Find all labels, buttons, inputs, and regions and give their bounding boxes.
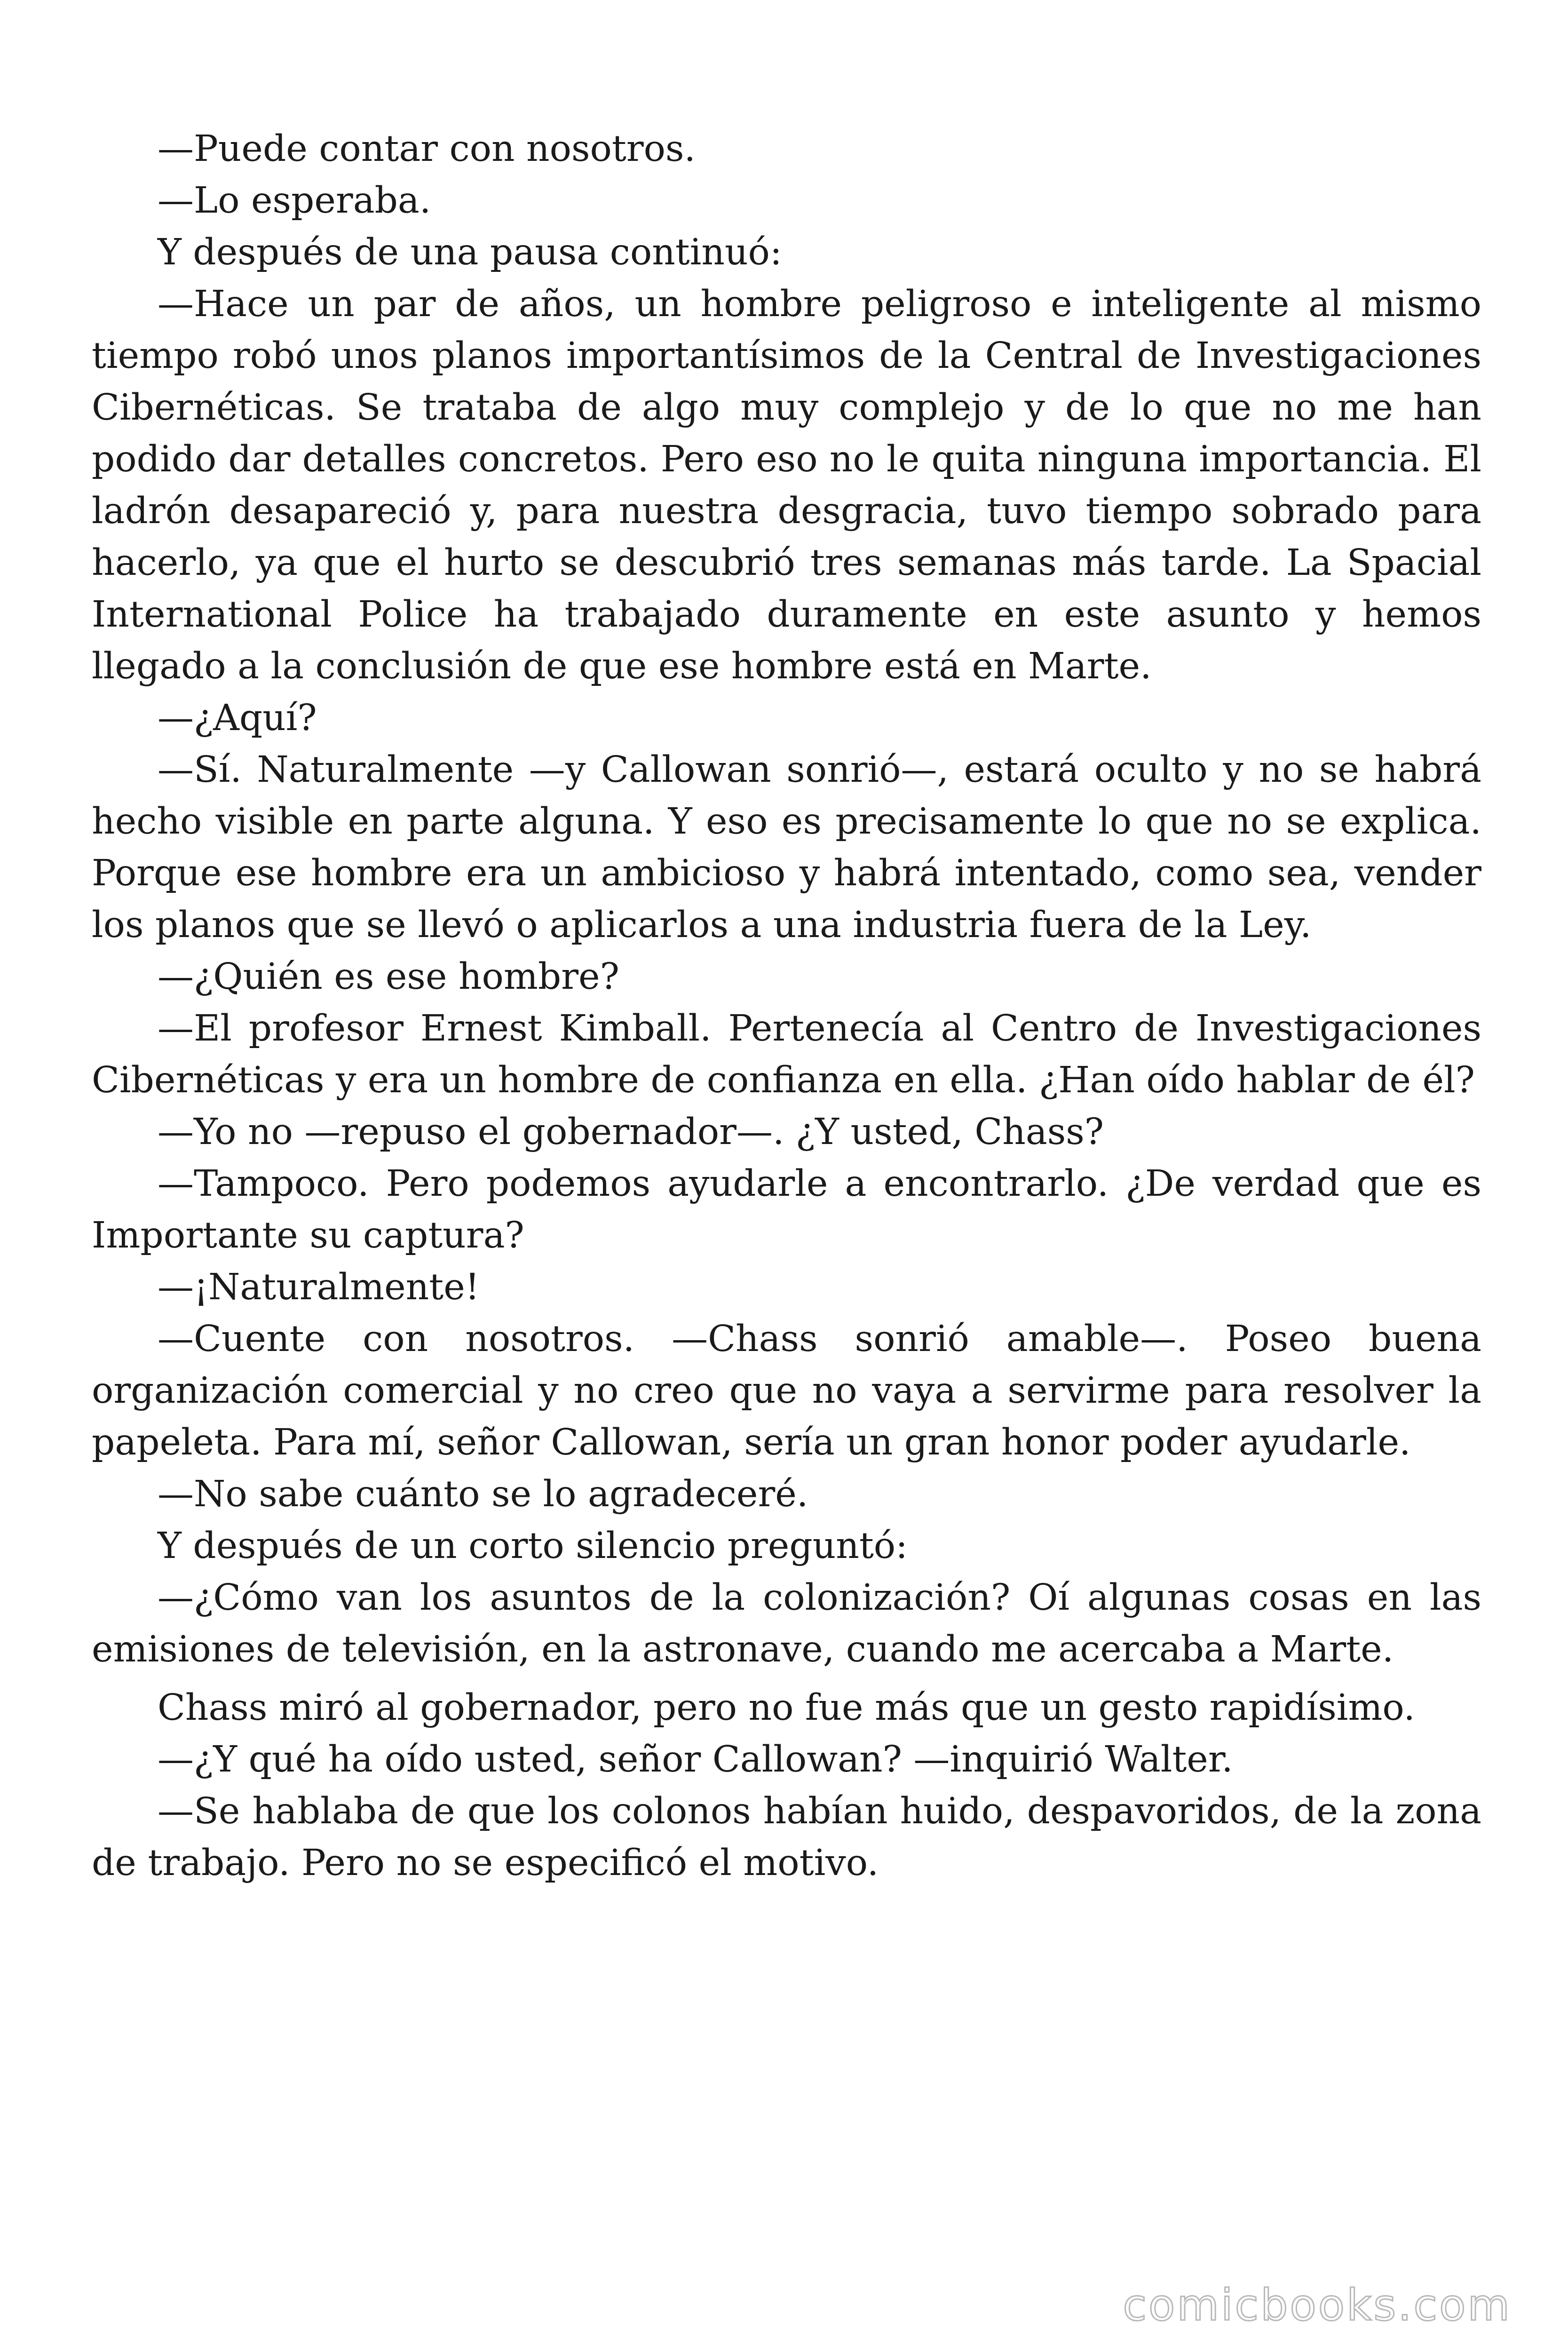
paragraph-5: —¿Aquí? <box>158 697 317 739</box>
paragraph-18: —Se hablaba de que los colonos habían huido, despavoridos, de la zona de trabajo. Pero no se especificó el motivo. <box>92 1790 1481 1884</box>
paragraph-7: —¿Quién es ese hombre? <box>158 956 619 998</box>
paragraph-9: —Yo no —repuso el gobernador—. ¿Y usted, Chass? <box>158 1111 1104 1153</box>
paragraph-14: Y después de un corto silencio preguntó: <box>158 1525 908 1567</box>
paragraph-6: —Sí. Naturalmente —y Callowan sonrió—, estará oculto y no se habrá hecho visible en parte alguna. Y eso es precisamente lo que no se explica. Porque ese hombre era un ambicioso y habrá intentado, como sea, vender los planos que se llevó o aplicarlos a una industria fuera de la Ley. <box>92 749 1481 946</box>
paragraph-10: —Tampoco. Pero podemos ayudarle a encontrarlo. ¿De verdad que es Importante su captura? <box>92 1163 1481 1256</box>
watermark: comicbooks.com <box>1123 2280 1512 2330</box>
paragraph-16: Chass miró al gobernador, pero no fue más que un gesto rapidísimo. <box>158 1687 1415 1729</box>
paragraph-15: —¿Cómo van los asuntos de la colonización? Oí algunas cosas en las emisiones de televisión, en la astronave, cuando me acercaba a Marte. <box>92 1577 1481 1670</box>
paragraph-1: —Puede contar con nosotros. <box>158 128 696 170</box>
paragraph-4: —Hace un par de años, un hombre peligroso e inteligente al mismo tiempo robó unos planos importantísimos de la Central de Investigaciones Cibernéticas. Se trataba de algo muy complejo y de lo que no me han podido dar detalles concretos. Pero eso no le quita ninguna importancia. El ladrón desapareció y, para nuestra desgracia, tuvo tiempo sobrado para hacerlo, ya que el hurto se descubrió tres semanas más tarde. La Spacial International Police ha trabajado duramente en este asunto y hemos llegado a la conclusión de que ese hombre está en Marte. <box>92 283 1481 687</box>
paragraph-11: —¡Naturalmente! <box>158 1266 480 1308</box>
paragraph-13: —No sabe cuánto se lo agradeceré. <box>158 1473 808 1515</box>
paragraph-8: —El profesor Ernest Kimball. Pertenecía al Centro de Investigaciones Cibernéticas y era un hombre de confianza en ella. ¿Han oído hablar de él? <box>92 1008 1481 1101</box>
paragraph-17: —¿Y qué ha oído usted, señor Callowan? —inquirió Walter. <box>158 1739 1233 1780</box>
paragraph-2: —Lo esperaba. <box>158 180 431 222</box>
paragraph-12: —Cuente con nosotros. —Chass sonrió amable—. Poseo buena organización comercial y no creo que no vaya a servirme para resolver la papeleta. Para mí, señor Callowan, sería un gran honor poder ayudarle. <box>92 1318 1481 1463</box>
paragraph-3: Y después de una pausa continuó: <box>158 231 782 273</box>
body-text <box>92 123 1481 1889</box>
